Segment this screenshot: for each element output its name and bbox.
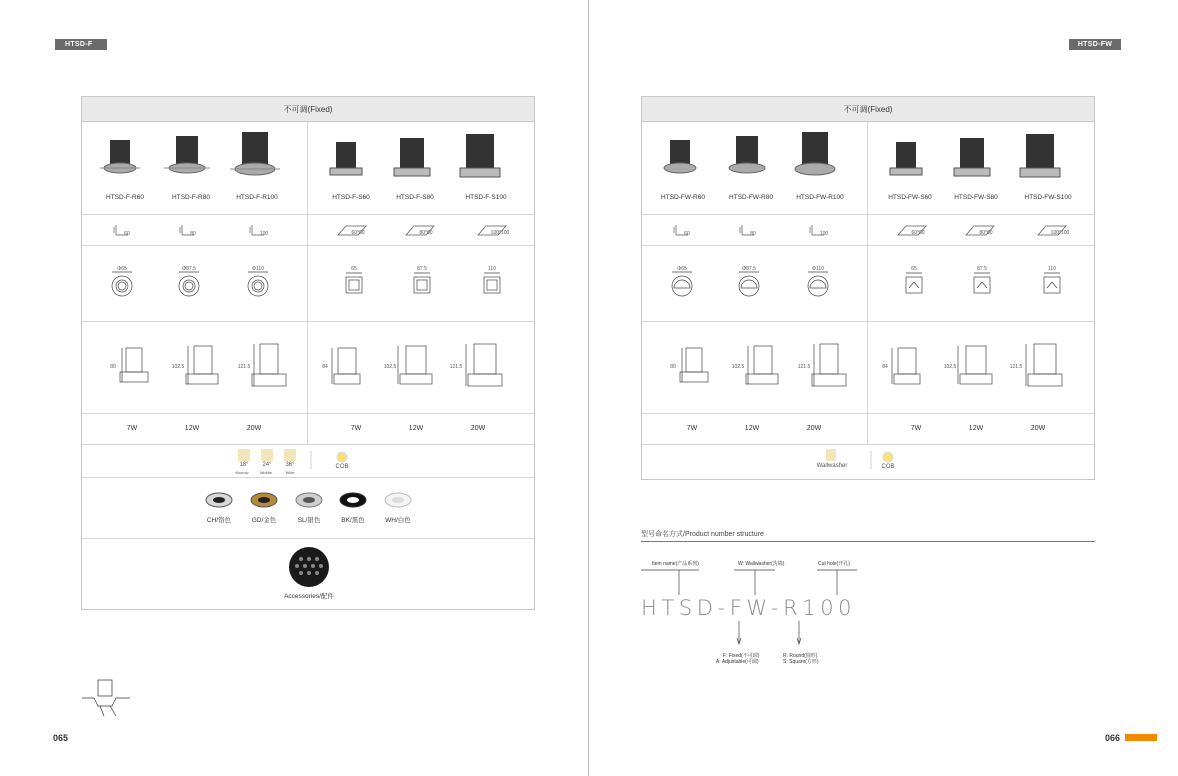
- height-value: 84: [882, 364, 888, 370]
- cutout-row: [642, 215, 1094, 246]
- model-label: HTSD-F-S100: [465, 194, 507, 201]
- square-label: S: Square(方形): [783, 659, 819, 665]
- wattage-row: [82, 414, 534, 445]
- height-value: 102.5: [383, 364, 397, 370]
- wattage: 20W: [806, 425, 822, 432]
- dimension: 87.5: [977, 266, 987, 272]
- height-value: 121.5: [237, 364, 251, 370]
- spec-table: [641, 96, 1095, 480]
- round-wallwasher-images: [642, 122, 868, 215]
- wattage: 7W: [126, 425, 138, 432]
- product-row: [82, 122, 534, 215]
- table-title: 不可调(Fixed): [82, 97, 534, 122]
- dimension: 87.5: [417, 266, 427, 272]
- finish-label: WH/白色: [385, 517, 411, 524]
- dimension: 65: [911, 266, 917, 272]
- wattage: 20W: [246, 425, 262, 432]
- wattage: 12W: [968, 425, 984, 432]
- beam-name: Middle: [260, 470, 272, 475]
- model-code: HTSD-FW-R100: [641, 596, 857, 620]
- model-label: HTSD-F-S60: [332, 194, 370, 201]
- cut-hole-label: Cut hole(开孔): [818, 561, 850, 567]
- round-products: [82, 122, 308, 214]
- finish-label: GD/金色: [251, 517, 277, 524]
- model-label: HTSD-FW-S60: [888, 194, 932, 201]
- cutout-value: 80: [190, 231, 196, 237]
- finish-swatches: [82, 478, 536, 539]
- round-top-views: [642, 246, 868, 322]
- height-value: 102.5: [171, 364, 185, 370]
- cutout-value: 60: [684, 231, 690, 237]
- series-tag: HTSD-FW: [1069, 39, 1121, 50]
- dimension: Φ110: [812, 266, 824, 272]
- square-wallwasher-images: [868, 122, 1096, 215]
- wallwasher-label: Wallwasher: [816, 463, 848, 469]
- cob-label: COB: [881, 464, 895, 470]
- round-label: R: Round(圆形): [783, 653, 818, 659]
- series-tag: HTSD-F: [55, 39, 107, 50]
- model-label: HTSD-FW-S80: [954, 194, 998, 201]
- cutout-value: 60*60: [911, 230, 925, 236]
- wattage: 12W: [744, 425, 760, 432]
- dimension: Φ65: [677, 266, 687, 272]
- height-value: 121.5: [1009, 364, 1023, 370]
- cutout-row: [82, 215, 534, 246]
- finish-label: BK/黑色: [341, 517, 365, 524]
- accessories-row: [82, 539, 534, 607]
- height-value: 121.5: [449, 364, 463, 370]
- top-view-row: [82, 246, 534, 322]
- cutout-value: 60*60: [351, 230, 365, 236]
- cutout-value: 100*100: [490, 230, 510, 236]
- item-name-label: Item name(产品系列): [652, 561, 699, 567]
- cutout-value: 80*80: [419, 230, 433, 236]
- square-side-views: [308, 322, 536, 414]
- square-products: [308, 122, 536, 214]
- model-label: HTSD-F-S80: [396, 194, 434, 201]
- beam-row: [642, 445, 1094, 478]
- model-label: HTSD-FW-S100: [1024, 194, 1072, 201]
- finish-label: CH/铬色: [206, 517, 232, 524]
- beam-angle: 18°: [239, 462, 249, 468]
- accessories-label: Accessories/配件: [284, 593, 334, 600]
- dimension: 110: [488, 266, 496, 272]
- model-label: HTSD-FW-R80: [729, 194, 773, 201]
- table-title: 不可调(Fixed): [642, 97, 1094, 122]
- top-view-row: [642, 246, 1094, 322]
- finish-label: SL/银色: [297, 517, 321, 524]
- beam-name: Narrow: [235, 470, 249, 475]
- side-view-row: [642, 322, 1094, 414]
- page-number: 066: [1105, 733, 1121, 743]
- wattage: 7W: [910, 425, 922, 432]
- wattage: 20W: [470, 425, 486, 432]
- dimension: 110: [1048, 266, 1056, 272]
- model-label: HTSD-FW-R100: [796, 194, 844, 201]
- wattage: 7W: [686, 425, 698, 432]
- dimension: Φ87.5: [742, 266, 756, 272]
- beam-row: [82, 445, 534, 478]
- side-view-row: [82, 322, 534, 414]
- wattage: 7W: [350, 425, 362, 432]
- height-value: 102.5: [731, 364, 745, 370]
- square-top-views: [308, 246, 536, 322]
- finishes-row: [82, 478, 534, 539]
- round-downlight-images: [82, 122, 308, 215]
- beam-name: Wide: [285, 470, 295, 475]
- wattage: 12W: [408, 425, 424, 432]
- model-label: HTSD-F-R60: [106, 194, 144, 201]
- beam-angle: 36°: [285, 462, 295, 468]
- wallwasher-icons: [642, 445, 1096, 478]
- wallwasher-code-label: W: Wallwasher(洗墙): [738, 561, 785, 567]
- square-side-views: [868, 322, 1096, 414]
- dimension: Φ65: [117, 266, 127, 272]
- model-label: HTSD-FW-R60: [661, 194, 705, 201]
- height-value: 102.5: [943, 364, 957, 370]
- square-downlight-images: [308, 122, 536, 215]
- page-accent-bar: [1125, 734, 1157, 741]
- beam-angle: 24°: [262, 462, 272, 468]
- square-top-views: [868, 246, 1096, 322]
- round-top-views: [82, 246, 308, 322]
- model-label: HTSD-F-R80: [172, 194, 210, 201]
- cutout-value: 100*100: [1050, 230, 1070, 236]
- height-value: 80: [670, 364, 676, 370]
- cutout-value: 100: [259, 231, 269, 237]
- structure-title: 型号命名方式/Product number structure: [641, 531, 764, 538]
- dimension: Φ110: [252, 266, 264, 272]
- cutout-value: 80: [750, 231, 756, 237]
- height-value: 80: [110, 364, 116, 370]
- page-number: 065: [53, 733, 69, 743]
- spec-table: [81, 96, 535, 610]
- wattage-row: [642, 414, 1094, 445]
- cutout-value: 80*80: [979, 230, 993, 236]
- dimension: Φ87.5: [182, 266, 196, 272]
- cob-label: COB: [335, 464, 349, 470]
- cutout-value: 60: [124, 231, 130, 237]
- dimension: 65: [351, 266, 357, 272]
- wattage: 12W: [184, 425, 200, 432]
- height-value: 121.5: [797, 364, 811, 370]
- height-value: 84: [322, 364, 328, 370]
- product-row: [642, 122, 1094, 215]
- adjustable-label: A: Adjustable(可调): [716, 659, 759, 665]
- model-label: HTSD-F-R100: [236, 194, 278, 201]
- cutout-value: 100: [819, 231, 829, 237]
- wattage: 20W: [1030, 425, 1046, 432]
- beam-icons: [82, 445, 536, 478]
- structure-divider: [641, 541, 1095, 542]
- fixed-label: F: Fixed(不可调): [723, 653, 760, 659]
- installation-diagram: [80, 676, 136, 720]
